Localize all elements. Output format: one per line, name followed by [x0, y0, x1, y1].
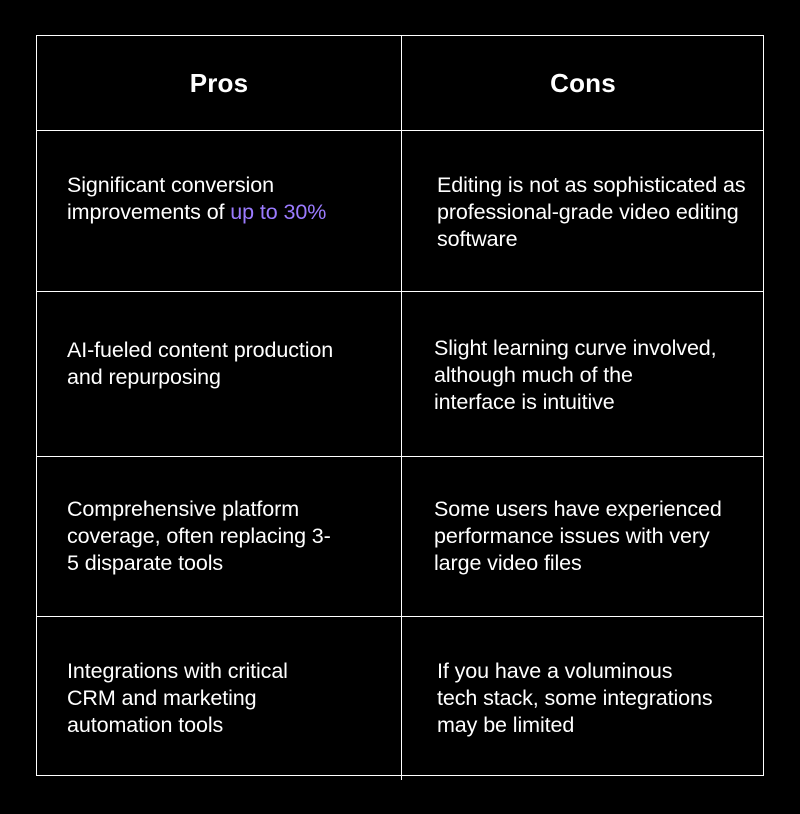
con-cell: Some users have experienced performance issues with very large video files — [434, 497, 722, 575]
pros-header: Pros — [189, 68, 249, 98]
con-cell: Slight learning curve involved, although much of the interface is intuitive — [434, 336, 717, 414]
pro-highlight: up to 30% — [230, 200, 327, 224]
pro-cell — [67, 172, 367, 226]
cons-header: Cons — [550, 68, 616, 98]
row-divider — [37, 456, 763, 457]
column-divider — [401, 36, 402, 780]
pro-cell: Integrations with critical CRM and marketing automation tools — [67, 659, 288, 737]
con-cell: If you have a voluminous tech stack, some integrations may be limited — [437, 659, 713, 737]
pro-cell: Comprehensive platform coverage, often replacing 3-5 disparate tools — [67, 497, 331, 575]
row-divider — [37, 291, 763, 292]
con-cell: Editing is not as sophisticated as professional-grade video editing software — [437, 173, 746, 251]
pro-cell: AI-fueled content production and repurposing — [67, 338, 334, 389]
pro-text: Significant conversion improvements of — [67, 173, 274, 224]
row-divider — [37, 616, 763, 617]
pros-cons-table — [36, 35, 764, 776]
